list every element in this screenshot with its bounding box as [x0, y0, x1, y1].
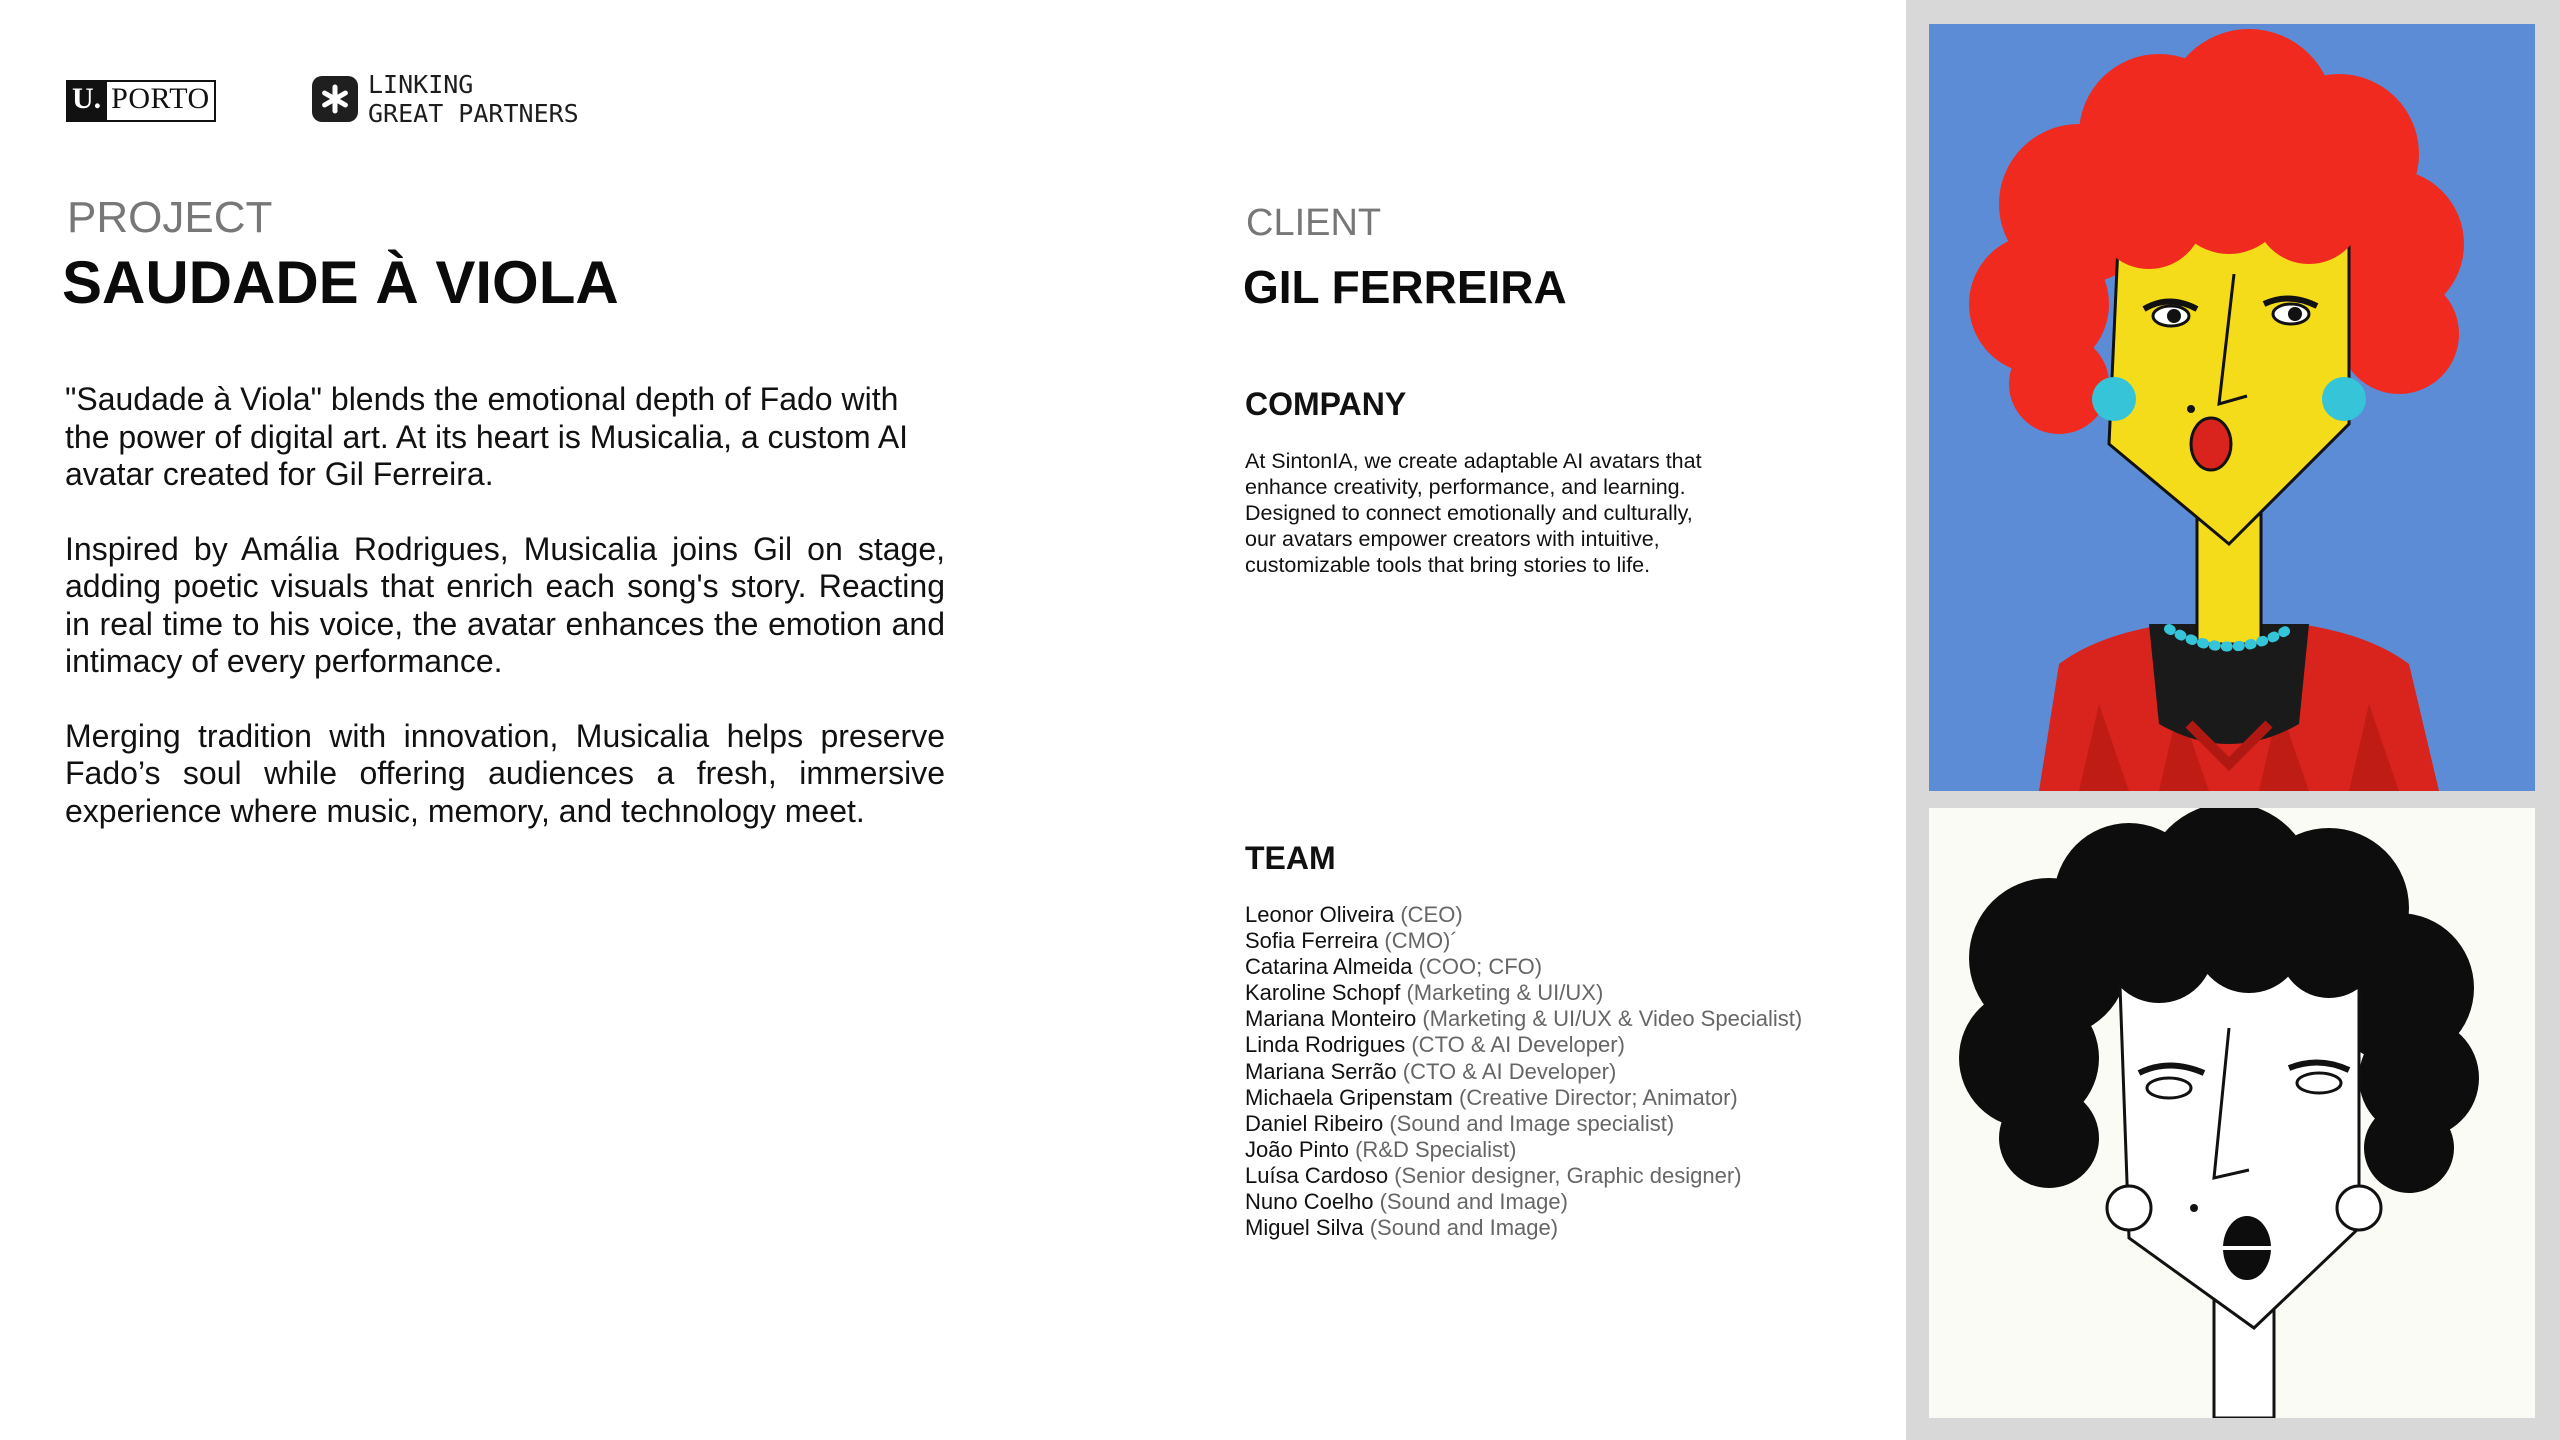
team-member [1245, 1085, 1802, 1111]
client-label: CLIENT [1246, 202, 1382, 244]
team-member [1245, 954, 1802, 980]
team-member [1245, 1137, 1802, 1163]
member-name: Linda Rodrigues [1245, 1032, 1406, 1058]
member-role: (COO; CFO) [1418, 954, 1543, 980]
member-name: João Pinto [1245, 1136, 1349, 1162]
team-heading: TEAM [1245, 840, 1336, 876]
project-label: PROJECT [67, 193, 273, 242]
partner-logo-text [368, 70, 579, 128]
member-name: Mariana Serrão [1245, 1058, 1397, 1084]
team-member [1245, 1111, 1802, 1137]
partner-logo-line2: GREAT PARTNERS [368, 99, 579, 128]
partner-logo-line1: LINKING [368, 70, 474, 99]
member-role: (CEO) [1400, 902, 1463, 927]
client-name: GIL FERREIRA [1243, 261, 1567, 313]
member-role: (CTO & AI Developer) [1402, 1058, 1617, 1084]
asterisk-icon [312, 76, 358, 122]
member-name: Leonor Oliveira [1245, 902, 1395, 927]
description-paragraph: Merging tradition with innovation, Musicalia helps preserve Fado’s soul while offering audiences a fresh, immersive experience where music, memory, and technology meet. [65, 717, 945, 829]
team-member [1245, 1189, 1802, 1215]
description-paragraph: Inspired by Amália Rodrigues, Musicalia joins Gil on stage, adding poetic visuals that enrich each song's story. Reacting in real time to his voice, the avatar enhances the emotion and intimacy of every performance. [65, 530, 945, 679]
member-name: Karoline Schopf [1245, 980, 1401, 1006]
member-name: Mariana Monteiro [1245, 1006, 1417, 1032]
member-name: Luísa Cardoso [1245, 1162, 1389, 1188]
uporto-logo-u: U. [68, 82, 107, 120]
uporto-logo [66, 80, 216, 122]
team-list [1245, 902, 1802, 1241]
member-role: (Sound and Image specialist) [1389, 1110, 1675, 1136]
member-role: (Marketing & UI/UX & Video Specialist) [1422, 1006, 1803, 1032]
uporto-logo-porto: PORTO [111, 82, 210, 115]
company-heading: COMPANY [1245, 386, 1407, 422]
member-role: (R&D Specialist) [1355, 1136, 1517, 1162]
project-description [65, 381, 945, 867]
member-name: Catarina Almeida [1245, 954, 1413, 980]
team-member [1245, 1059, 1802, 1085]
member-role: (CTO & AI Developer) [1411, 1032, 1625, 1058]
member-role: (Creative Director; Animator) [1459, 1084, 1738, 1110]
team-member [1245, 1163, 1802, 1189]
member-name: Michaela Gripenstam [1245, 1084, 1453, 1110]
project-title: SAUDADE À VIOLA [62, 249, 619, 316]
member-name: Daniel Ribeiro [1245, 1110, 1384, 1136]
team-member [1245, 902, 1802, 928]
team-member [1245, 1032, 1802, 1058]
team-member [1245, 1006, 1802, 1032]
team-member [1245, 928, 1802, 954]
member-name: Sofia Ferreira [1245, 928, 1379, 954]
team-member [1245, 1215, 1802, 1241]
description-paragraph: "Saudade à Viola" blends the emotional depth of Fado with the power of digital art. At its heart is Musicalia, a custom AI avatar created for Gil Ferreira. [65, 381, 909, 492]
line-art-avatar-image [1929, 808, 2535, 1418]
member-name: Nuno Coelho [1245, 1189, 1374, 1215]
member-role: (CMO)´ [1384, 928, 1458, 954]
member-role: (Sound and Image) [1379, 1189, 1568, 1215]
member-role: (Sound and Image) [1369, 1215, 1559, 1241]
member-name: Miguel Silva [1245, 1215, 1364, 1241]
linking-great-partners-logo [312, 70, 579, 128]
member-role: (Marketing & UI/UX) [1406, 980, 1604, 1006]
team-member [1245, 980, 1802, 1006]
member-role: (Senior designer, Graphic designer) [1394, 1162, 1742, 1188]
company-description: At SintonIA, we create adaptable AI avatars that enhance creativity, performance, and learning. Designed to connect emotionally and culturally, our avatars empower creators with intuitive, customizable tools that bring stories to life. [1245, 449, 1702, 577]
color-avatar-image [1929, 24, 2535, 791]
